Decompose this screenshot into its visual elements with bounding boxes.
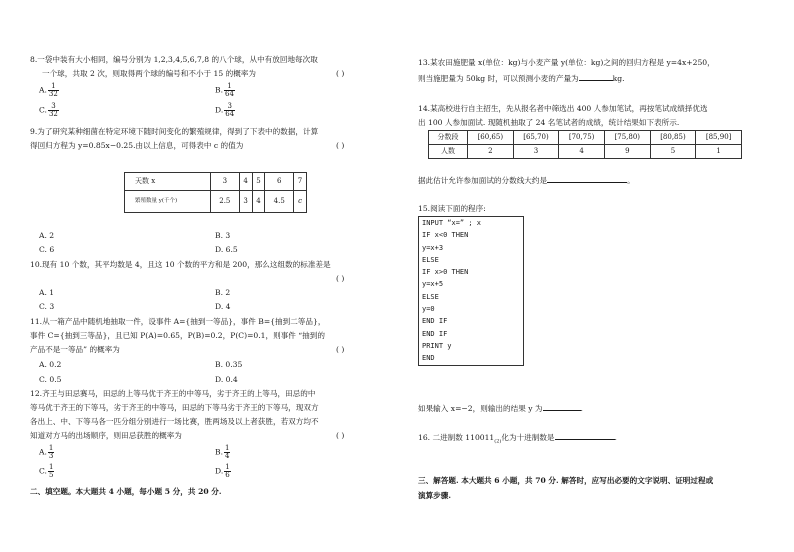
table-cell: [60,65) [468, 131, 514, 145]
denominator: 32 [48, 110, 58, 118]
denominator: 6 [225, 471, 230, 479]
denominator: 4 [225, 452, 230, 460]
table-cell: 9 [604, 145, 650, 159]
table-cell: [70,75) [559, 131, 605, 145]
table-cell: 3 [513, 145, 559, 159]
q10-option-d: D. 4 [215, 302, 231, 311]
q14-line2: 出 100 人参加面试. 现随机抽取了 24 名笔试者的成绩，统计结果如下表所示. [418, 118, 680, 127]
program-line: PRINT y [422, 341, 452, 350]
q10-option-a: A. 1 [39, 288, 55, 297]
q9-line1: 9.为了研究某种细菌在特定环境下随时间变化的繁殖规律，得到了下表中的数据，计算 [30, 127, 319, 136]
q12-option-a [39, 445, 55, 460]
table-cell: 6 [265, 173, 294, 191]
q14-text: 据此估计允许参加面试的分数线大约是 [418, 176, 548, 185]
program-line: END IF [422, 317, 448, 326]
table-cell: 2.5 [211, 191, 240, 213]
q15-title: 15.阅读下面的程序: [418, 204, 486, 213]
program-line: y=x+3 [422, 243, 444, 252]
q9-option-d: D. 6.5 [215, 245, 238, 254]
q15-program-box [418, 216, 524, 366]
table-cell: 人数 [429, 145, 468, 159]
program-line: END IF [422, 329, 448, 338]
program-line: IF x<0 THEN [422, 231, 469, 240]
program-line: ELSE [422, 292, 439, 301]
q13-line1: 13.某农田施肥量 x(单位：kg)与小麦产量 y(单位：kg)之间的回归方程是 y=4x+250， [418, 58, 715, 67]
q9-data-table [124, 172, 307, 213]
q11-paren: ( ) [336, 345, 345, 354]
fraction [224, 464, 230, 479]
table-cell: 5 [650, 145, 696, 159]
q16-text: 16. 二进制数 110011 [418, 433, 495, 442]
numerator: 1 [224, 83, 235, 91]
q8-line2: 一个球，共取 2 次，则取得两个球的编号和不小于 15 的概率为 [42, 69, 256, 78]
denominator: 5 [48, 471, 54, 479]
q10-option-c: C. 3 [39, 302, 55, 311]
q16-end: . [614, 433, 617, 442]
option-label: B. [215, 447, 223, 457]
program-line: y=x+5 [422, 280, 444, 289]
table-row [125, 191, 307, 213]
q14-line3 [418, 176, 635, 185]
fraction [48, 464, 54, 479]
q8-option-c [39, 103, 60, 118]
option-label: C. [39, 466, 47, 476]
q11-option-c: C. 0.5 [39, 375, 62, 384]
answer-blank [547, 182, 627, 183]
program-line: y=0 [422, 305, 435, 314]
q12-option-b [215, 445, 231, 460]
fraction [48, 445, 54, 460]
table-row [429, 131, 742, 145]
q13-line2 [418, 74, 625, 83]
program-line: INPUT “x=” ; x [422, 219, 482, 227]
q12-line2: 等马优于齐王的下等马，劣于齐王的中等马，田忌的下等马劣于齐王的下等马，现双方 [30, 403, 319, 412]
q8-line1: 8.一袋中装有大小相同，编号分别为 1,2,3,4,5,6,7,8 的八个球，从中有放回地每次取 [30, 55, 318, 64]
numerator: 1 [225, 463, 230, 471]
q14-end: 。 [627, 176, 635, 185]
fraction [224, 83, 235, 98]
table-cell: c [294, 191, 307, 213]
q8-option-a [39, 83, 60, 98]
q8-paren: ( ) [336, 69, 345, 78]
table-cell: 3 [239, 191, 252, 213]
table-cell: 4.5 [265, 191, 294, 213]
answer-blank [543, 410, 581, 411]
table-cell: 3 [211, 173, 240, 191]
q8-option-d [215, 103, 236, 118]
denominator: 3 [48, 452, 54, 460]
q12-option-c [39, 464, 55, 479]
answer-blank [555, 439, 615, 440]
table-row [125, 173, 307, 191]
q11-line3: 产品不是一等品” 的概率为 [30, 345, 120, 354]
section2-heading: 二、填空题。本大题共 4 小题，每小题 5 分，共 20 分. [30, 487, 222, 496]
q13-text: 则当施肥量为 50kg 时，可以预测小麦的产量为 [418, 74, 579, 83]
table-cell: 4 [239, 173, 252, 191]
table-cell: [65,70) [513, 131, 559, 145]
option-label: C. [39, 105, 47, 115]
table-cell: [75,80) [604, 131, 650, 145]
fraction [224, 445, 230, 460]
table-cell: 1 [696, 145, 742, 159]
q11-option-d: D. 0.4 [215, 375, 238, 384]
q14-line1: 14.某高校进行自主招生，先从报名者中筛选出 400 人参加笔试，再按笔试成绩择优选 [418, 104, 708, 113]
q9-option-b: B. 3 [215, 231, 231, 240]
option-label: D. [215, 105, 224, 115]
fraction [48, 103, 59, 118]
numerator: 1 [225, 444, 230, 452]
table-cell: 2 [468, 145, 514, 159]
q9-option-a: A. 2 [39, 231, 55, 240]
program-line: END [422, 354, 435, 363]
section3-line1: 三、解答题. 本大题共 6 小题，共 70 分. 解答时，应写出必要的文字说明、证明过程或 [418, 476, 714, 485]
q16-text2: 化为十进制数是 [501, 433, 555, 442]
q13-unit: kg. [612, 74, 625, 83]
section3-line2: 演算步骤. [418, 491, 452, 500]
numerator: 3 [224, 103, 235, 111]
table-cell: 4 [559, 145, 605, 159]
q10-line1: 10.现有 10 个数，其平均数是 4，且这 10 个数的平方和是 200，那么这组数的标准差是 [30, 260, 331, 269]
numerator: 3 [48, 103, 59, 111]
q15-text: 如果输入 x=−2，则输出的结果 y 为 [418, 404, 543, 413]
table-cell: 5 [252, 173, 265, 191]
fraction [48, 83, 59, 98]
table-cell: 天数 x [125, 173, 211, 191]
q12-line4: 知道对方马的出场顺序，则田忌获胜的概率为 [30, 431, 182, 440]
table-cell: [80,85) [650, 131, 696, 145]
q12-paren: ( ) [336, 431, 345, 440]
numerator: 1 [48, 83, 59, 91]
table-row [429, 145, 742, 159]
q15-answer-line [418, 404, 583, 413]
q12-option-d [215, 464, 232, 479]
q10-option-b: B. 2 [215, 288, 231, 297]
program-line: IF x>0 THEN [422, 268, 469, 277]
numerator: 1 [48, 444, 54, 452]
denominator: 32 [48, 90, 58, 98]
q8-option-b [215, 83, 236, 98]
q11-option-b: B. 0.35 [215, 360, 243, 369]
q9-option-c: C. 6 [39, 245, 55, 254]
option-label: A. [39, 447, 47, 457]
table-cell: 繁殖数量 y(千个) [125, 191, 211, 213]
q16-subscript: (2) [494, 438, 502, 445]
denominator: 64 [225, 90, 234, 98]
option-label: D. [215, 466, 224, 476]
q9-line2: 得回归方程为 y=0.85x−0.25.由以上信息，可得表中 c 的值为 [30, 141, 244, 150]
table-cell: 分数段 [429, 131, 468, 145]
answer-blank [579, 80, 613, 81]
q11-option-a: A. 0.2 [39, 360, 62, 369]
fraction [224, 103, 235, 118]
denominator: 64 [225, 110, 235, 118]
numerator: 1 [48, 463, 54, 471]
q11-line2: 事件 C={抽到三等品}，且已知 P(A)=0.65，P(B)=0.2，P(C)=0.1，则事件 “抽到的 [30, 331, 325, 340]
q16-line [418, 433, 617, 445]
q11-line1: 11.从一箱产品中随机地抽取一件，设事件 A={抽到一等品}，事件 B={抽到二等品}， [30, 317, 326, 326]
option-label: A. [39, 85, 47, 95]
table-cell: [85,90] [696, 131, 742, 145]
table-cell: 7 [294, 173, 307, 191]
q10-paren: ( ) [336, 274, 345, 283]
q9-paren: ( ) [336, 141, 345, 150]
q15-end: . [580, 404, 583, 413]
program-line: ELSE [422, 255, 439, 264]
table-cell: 4 [252, 191, 265, 213]
q12-line3: 各出上、中、下等马各一匹分组分别进行一场比赛，胜两场及以上者获胜，若双方均不 [30, 417, 319, 426]
q12-line1: 12.齐王与田忌赛马，田忌的上等马优于齐王的中等马，劣于齐王的上等马，田忌的中 [30, 389, 316, 398]
q14-score-table [428, 130, 742, 159]
option-label: B. [215, 85, 223, 95]
